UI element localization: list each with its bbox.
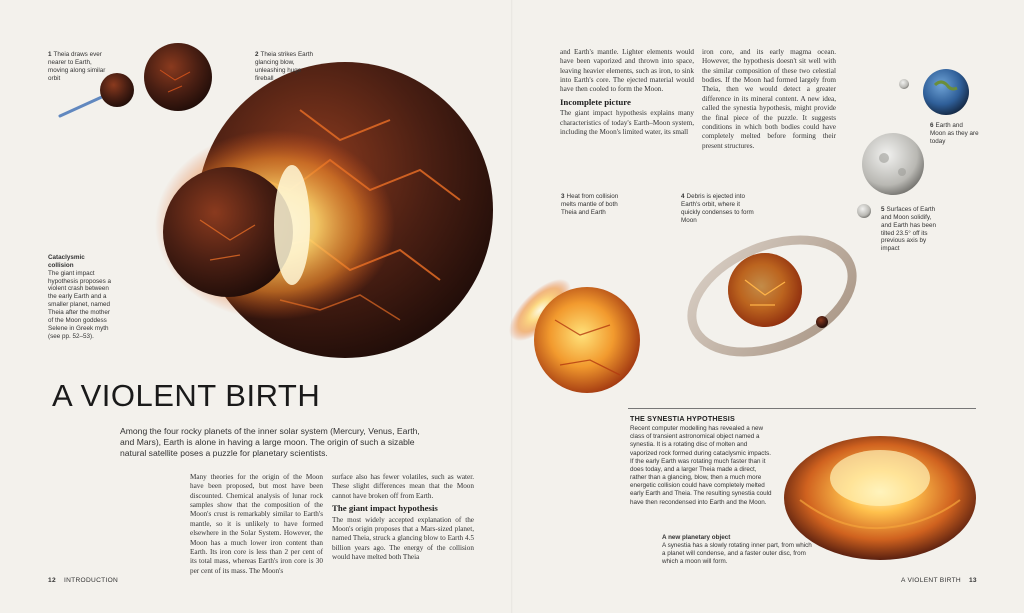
debris-ring-illustration xyxy=(675,218,868,374)
caption-text: Theia strikes Earth glancing blow, unleashing huge fireball xyxy=(255,51,314,82)
caption-number: 5 xyxy=(881,206,885,213)
body-text: and Earth's mantle. Lighter elements would have been vaporized and thrown into space, leaving heavier elements, such as iron, to sink into Earth's core. The ejected material would have then cooled to form the Moon. xyxy=(560,48,694,94)
page-number: 12 xyxy=(48,577,56,584)
body-text: iron core, and its early magma ocean. However, the hypothesis doesn't sit well with the similar composition of these two celestial bodies. If the Moon had formed largely from Theia, then we would detect a greater difference in its mineral content. A new idea, called the synestia hypothesis, might provide the final piece of the puzzle. It suggests conditions in which both bodies could have completely melted before forming their present structures. xyxy=(702,48,836,150)
caption-cataclysmic-collision xyxy=(48,254,112,340)
running-head: A VIOLENT BIRTH xyxy=(901,577,961,584)
section-heading: The giant impact hypothesis xyxy=(332,503,438,514)
caption-heading: A new planetary object xyxy=(662,534,731,541)
synestia-text: Recent computer modelling has revealed a new class of transient astronomical object named a synestia. It is a rotating disc of molten and vaporized rock formed during cataclysmic impacts. If the early Earth was rotating much faster than it does today, and a larger Theia made a direct, rather than a glancing, blow, then a much more energetic collision could have completely melted early Earth and Theia. The resulting synestia could have then recondensed into Earth and the Moon. xyxy=(630,425,772,506)
synestia-heading: THE SYNESTIA HYPOTHESIS xyxy=(630,414,735,423)
caption-number: 4 xyxy=(681,193,685,200)
caption-stage-1 xyxy=(48,51,106,82)
synestia-divider xyxy=(628,408,976,409)
caption-text: Theia draws ever nearer to Earth, moving along similar orbit xyxy=(48,51,106,82)
intro-paragraph: Among the four rocky planets of the inner solar system (Mercury, Venus, Earth, and Mars), Earth is alone in having a large moon. The origin of such a sizable natural satellite poses a puzzle for planetary scientists. xyxy=(120,426,420,459)
molten-earth-illustration xyxy=(499,269,640,393)
caption-text: A synestia has a slowly rotating inner part, from which a planet will condense, and a faster outer disc, from which a moon will form. xyxy=(662,541,812,565)
page-title: A VIOLENT BIRTH xyxy=(52,378,321,413)
caption-text: Heat from collision melts mantle of both Theia and Earth xyxy=(561,193,619,216)
caption-number: 2 xyxy=(255,51,259,58)
caption-stage-3 xyxy=(561,193,621,217)
caption-stage-4 xyxy=(681,193,759,224)
caption-heading: Cataclysmic collision xyxy=(48,254,85,269)
caption-stage-6 xyxy=(930,122,980,146)
caption-stage-2 xyxy=(255,51,313,82)
caption-text: Surfaces of Earth and Moon solidify, and Earth has been tilted 23.5° off its previous axis by impact xyxy=(881,206,936,253)
body-text: The giant impact hypothesis explains many characteristics of today's Earth–Moon system, including the Moon's limited water, its small xyxy=(560,109,694,136)
running-head: INTRODUCTION xyxy=(63,577,119,584)
caption-text: Earth and Moon as they are today xyxy=(930,122,979,145)
section-heading: Incomplete picture xyxy=(560,96,631,107)
body-text: surface also has fewer volatiles, such as water. These slight differences mean that the Moon cannot have broken off from Earth. xyxy=(332,473,474,500)
caption-stage-5 xyxy=(881,206,941,253)
caption-number: 1 xyxy=(48,51,52,58)
caption-text: Debris is ejected into Earth's orbit, where it quickly condenses to form Moon xyxy=(681,193,754,224)
caption-number: 3 xyxy=(561,193,565,200)
synestia-caption xyxy=(662,534,817,565)
body-column-1 xyxy=(190,473,323,576)
folio-right xyxy=(901,577,977,584)
body-text: The most widely accepted explanation of the Moon's origin proposes that a Mars-sized planet, named Theia, struck a glancing blow to Earth 4.5 billion years ago. The energy of the collision would have melted both Theia xyxy=(332,515,474,561)
body-column-4 xyxy=(702,48,836,151)
caption-text: The giant impact hypothesis proposes a violent crash between the early Earth and a smaller planet, named Theia after the mother of the Moon goddess Selene in Greek myth (see pp. 52–53). xyxy=(48,269,112,340)
body-column-3 xyxy=(560,48,694,137)
caption-number: 6 xyxy=(930,122,934,129)
body-text: Many theories for the origin of the Moon have been proposed, but most have been discounted. Chemical analysis of lunar rock samples show that the composition of the Moon's crust is remarkably similar to Earth's mantle, so it is unlikely to have formed elsewhere in the Solar System. However, the Moon has a much lower iron content than Earth. Its iron core is less than 2 per cent of its total mass, whereas Earth's iron core is 30 per cent of its mass. The Moon's xyxy=(190,473,323,575)
collision-illustration xyxy=(155,62,493,358)
page-number: 13 xyxy=(968,577,977,584)
folio-left xyxy=(48,577,118,584)
body-column-2 xyxy=(332,473,474,562)
